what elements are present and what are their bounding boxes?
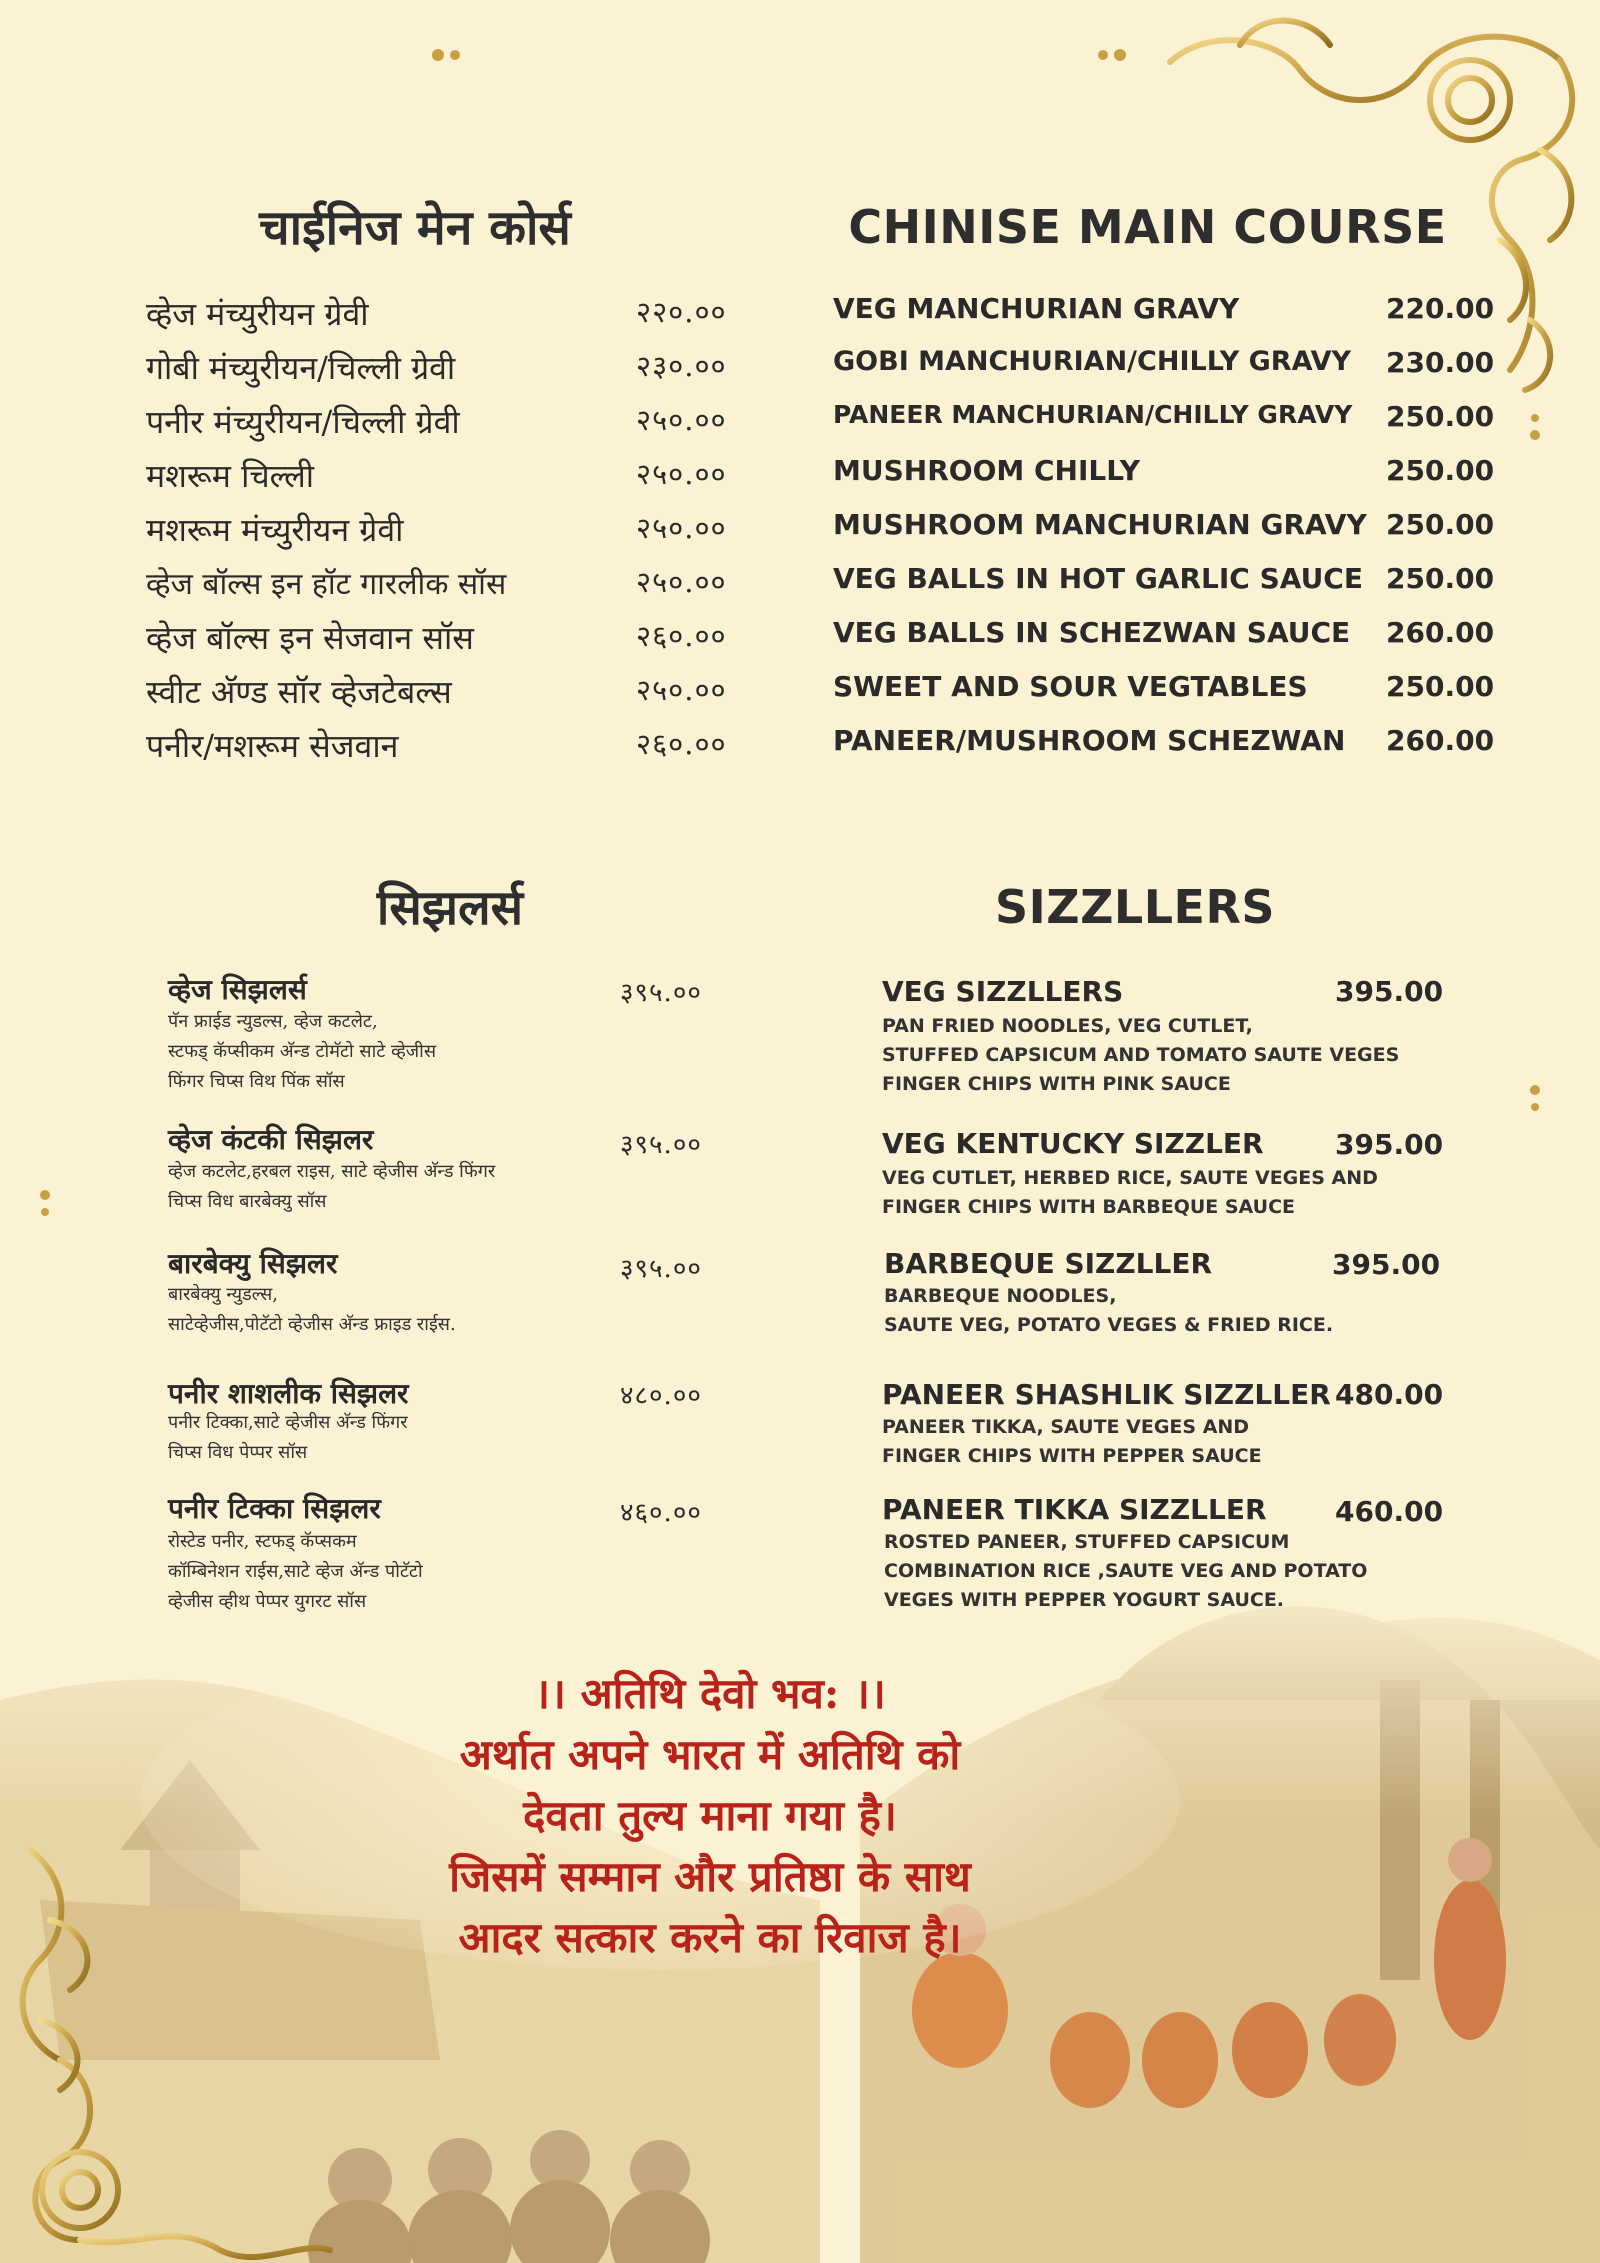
sizzler-name-marathi: व्हेज कंटकी सिझलर — [168, 1123, 374, 1156]
item-name-english: GOBI MANCHURIAN/CHILLY GRAVY — [833, 346, 1352, 377]
desc-line: चिप्स विध पेप्पर सॉस — [168, 1442, 308, 1463]
item-name-english: VEG BALLS IN SCHEZWAN SAUCE — [833, 616, 1351, 649]
sizzler-desc-marathi — [168, 1408, 408, 1468]
sizzler-price-marathi: ३९५.०० — [620, 1130, 702, 1160]
desc-line: बारबेक्यु न्युडल्स, — [168, 1284, 278, 1305]
quote-line: देवता तुल्य माना गया है। — [523, 1791, 897, 1840]
sizzlers-heading-marathi: सिझलर्स — [376, 880, 524, 936]
sizzler-desc-english — [882, 1012, 1399, 1099]
chinese-heading-english: CHINISE MAIN COURSE — [848, 200, 1447, 254]
item-price-marathi: २५०.०० — [636, 511, 727, 545]
item-name-english: PANEER MANCHURIAN/CHILLY GRAVY — [833, 400, 1353, 429]
desc-line: ROSTED PANEER, STUFFED CAPSICUM — [884, 1531, 1290, 1553]
sizzler-desc-marathi — [168, 1527, 423, 1617]
desc-line: VEG CUTLET, HERBED RICE, SAUTE VEGES AND — [882, 1167, 1378, 1189]
item-price-marathi: २२०.०० — [636, 295, 727, 329]
item-price: 230.00 — [1386, 346, 1495, 379]
item-name-marathi: व्हेज बॉल्स इन हॉट गारलीक सॉस — [146, 567, 507, 602]
item-price-marathi: २५०.०० — [636, 565, 727, 599]
sizzler-desc-english — [884, 1528, 1367, 1615]
item-name-english: VEG BALLS IN HOT GARLIC SAUCE — [833, 562, 1363, 595]
sizzler-desc-english — [884, 1282, 1333, 1340]
item-name-marathi: पनीर मंच्युरीयन/चिल्ली ग्रेवी — [146, 403, 460, 441]
desc-line: BARBEQUE NOODLES, — [884, 1285, 1117, 1307]
item-name-english: MUSHROOM CHILLY — [833, 454, 1140, 487]
item-price: 250.00 — [1386, 400, 1495, 433]
item-name-english: PANEER/MUSHROOM SCHEZWAN — [833, 724, 1346, 757]
desc-line: FINGER CHIPS WITH PINK SAUCE — [882, 1073, 1231, 1095]
sizzler-desc-marathi — [168, 1007, 436, 1097]
desc-line: रोस्टेड पनीर, स्टफड् कॅप्सकम — [168, 1531, 357, 1552]
item-price: 260.00 — [1386, 616, 1495, 649]
desc-line: चिप्स विध बारबेक्यु सॉस — [168, 1191, 327, 1212]
item-name-marathi: मशरूम चिल्ली — [146, 457, 315, 495]
quote-line: आदर सत्कार करने का रिवाज है। — [458, 1913, 962, 1962]
item-name-marathi: मशरूम मंच्युरीयन ग्रेवी — [146, 511, 404, 549]
desc-line: फिंगर चिप्स विथ पिंक सॉस — [168, 1071, 345, 1092]
sizzler-desc-marathi — [168, 1280, 456, 1340]
item-name-english: VEG MANCHURIAN GRAVY — [833, 292, 1240, 325]
desc-line: FINGER CHIPS WITH BARBEQUE SAUCE — [882, 1196, 1296, 1218]
desc-line: PAN FRIED NOODLES, VEG CUTLET, — [882, 1015, 1253, 1037]
sizzler-name-english: PANEER TIKKA SIZZLLER — [882, 1493, 1267, 1526]
sizzler-name-marathi: पनीर टिक्का सिझलर — [168, 1492, 381, 1525]
sizzler-name-marathi: बारबेक्यु सिझलर — [168, 1247, 338, 1280]
sizzler-name-marathi: पनीर शाशलीक सिझलर — [168, 1377, 409, 1410]
quote-line: अर्थात अपने भारत में अतिथि को — [459, 1730, 961, 1779]
sizzler-name-english: BARBEQUE SIZZLLER — [884, 1247, 1213, 1280]
sizzler-price: 395.00 — [1335, 975, 1444, 1008]
item-name-marathi: पनीर/मशरूम सेजवान — [146, 727, 399, 765]
sizzler-desc-english — [882, 1164, 1378, 1222]
sizzler-price: 480.00 — [1335, 1378, 1444, 1411]
desc-line: VEGES WITH PEPPER YOGURT SAUCE. — [884, 1589, 1285, 1611]
item-name-marathi: व्हेज मंच्युरीयन ग्रेवी — [146, 295, 369, 333]
sizzler-name-english: VEG SIZZLLERS — [882, 975, 1124, 1008]
desc-line: COMBINATION RICE ,SAUTE VEG AND POTATO — [884, 1560, 1368, 1582]
item-price: 260.00 — [1386, 724, 1495, 757]
sizzler-price-marathi: ३९५.०० — [620, 1254, 702, 1284]
desc-line: कॉम्बिनेशन राईस,साटे व्हेज अ‍ॅन्ड पोटॅटो — [168, 1561, 423, 1582]
item-price-marathi: २५०.०० — [636, 403, 727, 437]
item-price: 250.00 — [1386, 454, 1495, 487]
quote-line: ।। अतिथि देवो भव: ।। — [534, 1669, 886, 1718]
sizzler-name-english: VEG KENTUCKY SIZZLER — [882, 1127, 1264, 1160]
item-price: 250.00 — [1386, 508, 1495, 541]
sizzler-desc-english — [882, 1413, 1262, 1471]
item-name-marathi: स्वीट अ‍ॅण्ड सॉर व्हेजटेबल्स — [146, 673, 452, 711]
hospitality-quote — [250, 1663, 1170, 1968]
item-price: 220.00 — [1386, 292, 1495, 325]
sizzler-price-marathi: ३९५.०० — [620, 978, 702, 1008]
desc-line: व्हेज कटलेट,हरबल राइस, साटे व्हेजीस अ‍ॅन्ड फिंगर — [168, 1161, 496, 1182]
item-price-marathi: २५०.०० — [636, 673, 727, 707]
item-price: 250.00 — [1386, 670, 1495, 703]
desc-line: पॅन फ्राईड न्युडल्स, व्हेज कटलेट, — [168, 1011, 378, 1032]
sizzler-price: 460.00 — [1335, 1495, 1444, 1528]
item-name-marathi: व्हेज बॉल्स इन सेजवान सॉस — [146, 619, 474, 657]
chinese-heading-marathi: चाईनिज मेन कोर्स — [259, 200, 571, 256]
item-price-marathi: २३०.०० — [636, 349, 727, 383]
item-price-marathi: २५०.०० — [636, 457, 727, 491]
item-name-marathi: गोबी मंच्युरीयन/चिल्ली ग्रेवी — [146, 349, 456, 387]
desc-line: SAUTE VEG, POTATO VEGES & FRIED RICE. — [884, 1314, 1334, 1336]
sizzlers-heading-english: SIZZLLERS — [994, 880, 1276, 934]
desc-line: पनीर टिक्का,साटे व्हेजीस अ‍ॅन्ड फिंगर — [168, 1412, 408, 1433]
item-name-english: MUSHROOM MANCHURIAN GRAVY — [833, 508, 1367, 541]
desc-line: साटेव्हेजीस,पोटॅटो व्हेजीस अ‍ॅन्ड फ्राइड राईस. — [168, 1314, 456, 1335]
item-price-marathi: २६०.०० — [636, 619, 727, 653]
sizzler-name-english: PANEER SHASHLIK SIZZLLER — [882, 1378, 1331, 1411]
top-divider — [432, 49, 1126, 61]
sizzler-name-marathi: व्हेज सिझलर्स — [168, 973, 307, 1006]
sizzler-price: 395.00 — [1335, 1128, 1444, 1161]
sizzler-price-marathi: ४८०.०० — [620, 1381, 702, 1411]
quote-line: जिसमें सम्मान और प्रतिष्ठा के साथ — [449, 1852, 971, 1901]
sizzler-price-marathi: ४६०.०० — [620, 1498, 702, 1528]
item-price-marathi: २६०.०० — [636, 727, 727, 761]
item-price: 250.00 — [1386, 562, 1495, 595]
desc-line: व्हेजीस व्हीथ पेप्पर युगरट सॉस — [168, 1591, 367, 1612]
desc-line: PANEER TIKKA, SAUTE VEGES AND — [882, 1416, 1250, 1438]
desc-line: स्टफड् कॅप्सीकम अ‍ॅन्ड टोमॅटो साटे व्हेजीस — [168, 1041, 436, 1062]
sizzler-desc-marathi — [168, 1157, 495, 1217]
desc-line: FINGER CHIPS WITH PEPPER SAUCE — [882, 1445, 1262, 1467]
desc-line: STUFFED CAPSICUM AND TOMATO SAUTE VEGES — [882, 1044, 1400, 1066]
item-name-english: SWEET AND SOUR VEGTABLES — [833, 670, 1308, 703]
sizzler-price: 395.00 — [1332, 1248, 1441, 1281]
